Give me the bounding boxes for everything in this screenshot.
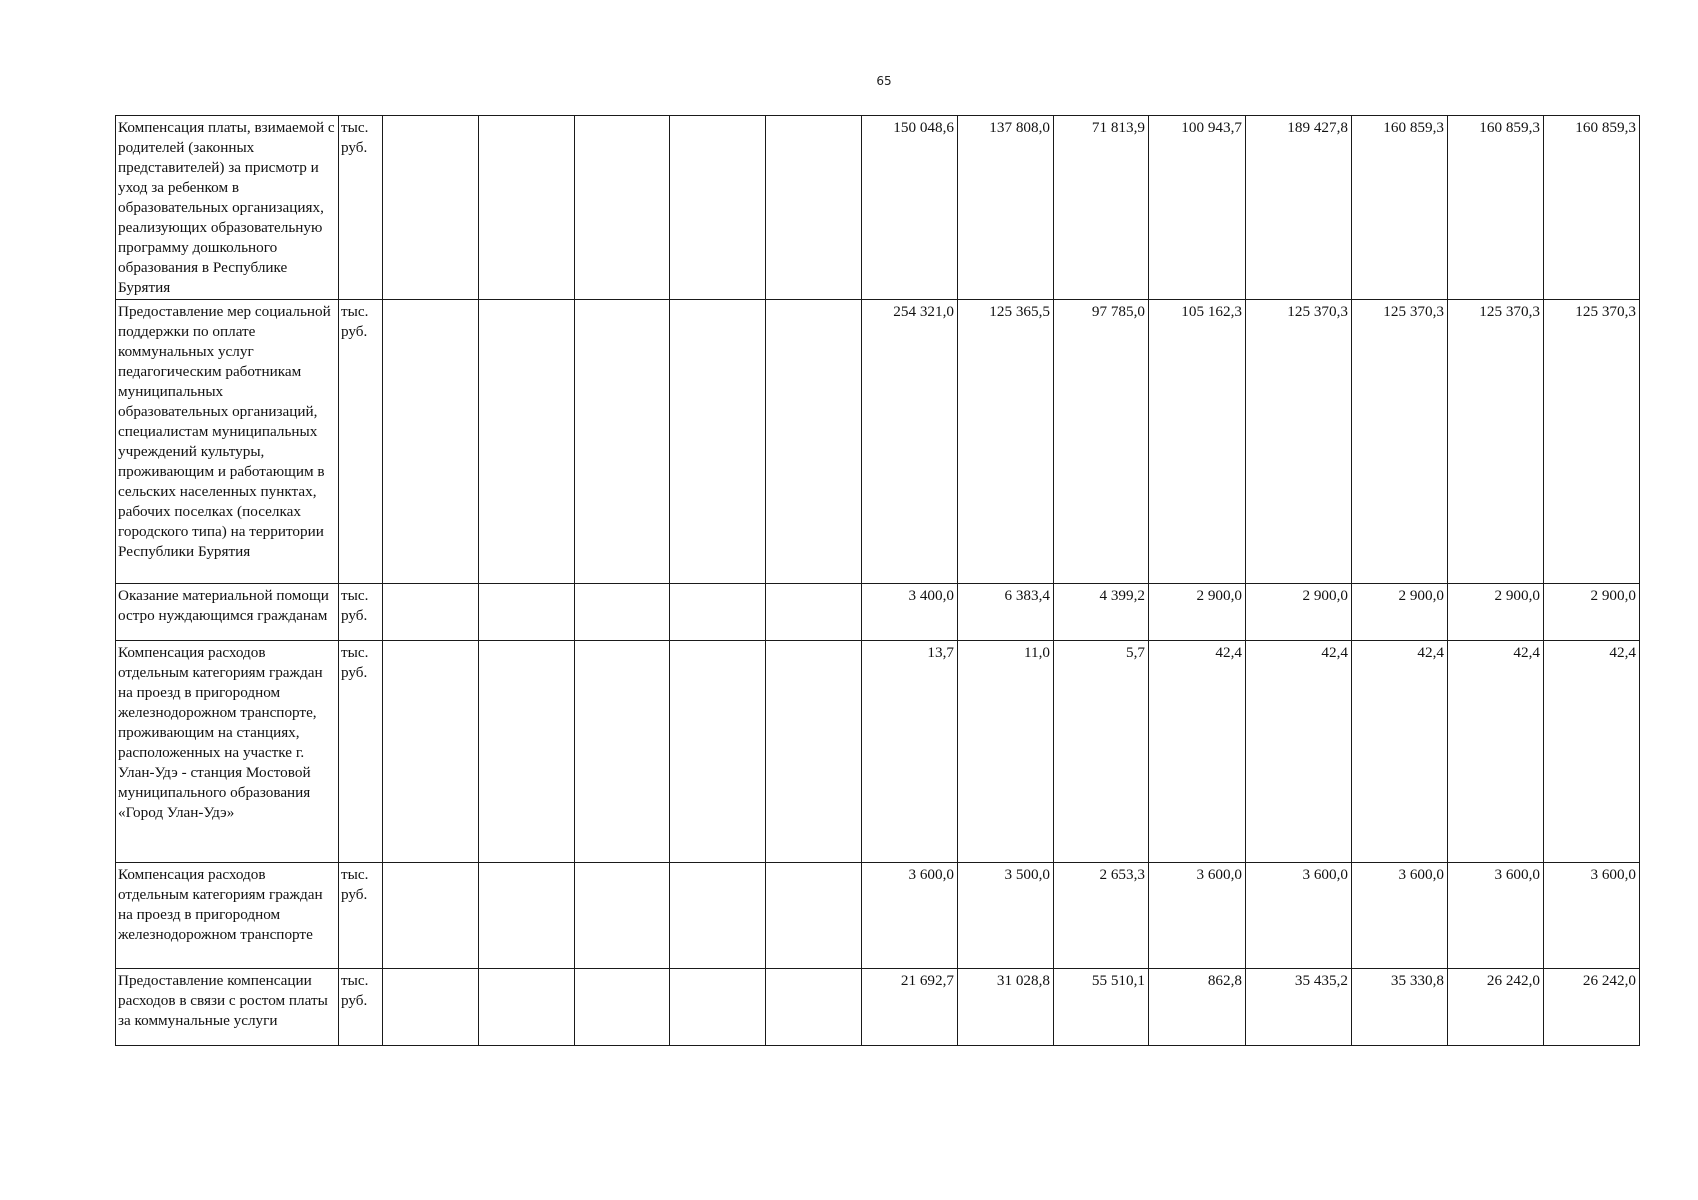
value-cell: 6 383,4	[958, 584, 1054, 641]
value-cell: 35 435,2	[1246, 969, 1352, 1046]
value-cell: 4 399,2	[1054, 584, 1149, 641]
value-cell: 137 808,0	[958, 116, 1054, 300]
empty-cell	[766, 584, 862, 641]
empty-cell	[479, 584, 575, 641]
row-unit: тыс. руб.	[339, 641, 383, 863]
value-cell: 160 859,3	[1544, 116, 1640, 300]
value-cell: 11,0	[958, 641, 1054, 863]
value-cell: 100 943,7	[1149, 116, 1246, 300]
value-cell: 189 427,8	[1246, 116, 1352, 300]
row-unit: тыс. руб.	[339, 969, 383, 1046]
value-cell: 42,4	[1246, 641, 1352, 863]
value-cell: 2 900,0	[1246, 584, 1352, 641]
empty-cell	[479, 969, 575, 1046]
empty-cell	[670, 116, 766, 300]
value-cell: 26 242,0	[1448, 969, 1544, 1046]
value-cell: 3 600,0	[1246, 863, 1352, 969]
value-cell: 2 900,0	[1544, 584, 1640, 641]
empty-cell	[670, 969, 766, 1046]
value-cell: 26 242,0	[1544, 969, 1640, 1046]
empty-cell	[575, 584, 670, 641]
value-cell: 3 600,0	[1352, 863, 1448, 969]
value-cell: 42,4	[1448, 641, 1544, 863]
empty-cell	[383, 969, 479, 1046]
empty-cell	[575, 863, 670, 969]
table-body	[116, 116, 1640, 1046]
value-cell: 3 600,0	[1448, 863, 1544, 969]
empty-cell	[575, 300, 670, 584]
row-name: Предоставление компенсации расходов в связи с ростом платы за коммунальные услуги	[116, 969, 339, 1046]
value-cell: 3 600,0	[1149, 863, 1246, 969]
value-cell: 71 813,9	[1054, 116, 1149, 300]
row-name: Компенсация платы, взимаемой с родителей (законных представителей) за присмотр и уход за ребенком в образовательных организациях, реализующих образовательную программу дошкольного образования в Республике Бурятия	[116, 116, 339, 300]
value-cell: 125 370,3	[1448, 300, 1544, 584]
table-row	[116, 863, 1640, 969]
value-cell: 31 028,8	[958, 969, 1054, 1046]
empty-cell	[670, 641, 766, 863]
empty-cell	[766, 863, 862, 969]
row-unit: тыс. руб.	[339, 116, 383, 300]
row-unit: тыс. руб.	[339, 584, 383, 641]
value-cell: 42,4	[1544, 641, 1640, 863]
value-cell: 160 859,3	[1352, 116, 1448, 300]
empty-cell	[479, 300, 575, 584]
value-cell: 125 370,3	[1544, 300, 1640, 584]
row-name: Компенсация расходов отдельным категориям граждан на проезд в пригородном железнодорожном транспорте	[116, 863, 339, 969]
value-cell: 42,4	[1149, 641, 1246, 863]
table-row	[116, 584, 1640, 641]
value-cell: 125 370,3	[1246, 300, 1352, 584]
value-cell: 150 048,6	[862, 116, 958, 300]
value-cell: 3 400,0	[862, 584, 958, 641]
table-row	[116, 116, 1640, 300]
value-cell: 3 500,0	[958, 863, 1054, 969]
empty-cell	[575, 969, 670, 1046]
empty-cell	[383, 584, 479, 641]
value-cell: 3 600,0	[1544, 863, 1640, 969]
value-cell: 2 900,0	[1448, 584, 1544, 641]
value-cell: 3 600,0	[862, 863, 958, 969]
value-cell: 2 900,0	[1352, 584, 1448, 641]
empty-cell	[383, 116, 479, 300]
table-row	[116, 300, 1640, 584]
value-cell: 42,4	[1352, 641, 1448, 863]
empty-cell	[479, 641, 575, 863]
empty-cell	[670, 863, 766, 969]
value-cell: 2 900,0	[1149, 584, 1246, 641]
value-cell: 35 330,8	[1352, 969, 1448, 1046]
value-cell: 5,7	[1054, 641, 1149, 863]
empty-cell	[766, 641, 862, 863]
row-unit: тыс. руб.	[339, 300, 383, 584]
empty-cell	[479, 863, 575, 969]
value-cell: 13,7	[862, 641, 958, 863]
value-cell: 21 692,7	[862, 969, 958, 1046]
table-row	[116, 969, 1640, 1046]
value-cell: 97 785,0	[1054, 300, 1149, 584]
row-name: Компенсация расходов отдельным категориям граждан на проезд в пригородном железнодорожном транспорте, проживающим на станциях, расположенных на участке г. Улан-Удэ - станция Мостовой муниципального образования «Город Улан-Удэ»	[116, 641, 339, 863]
row-name: Оказание материальной помощи остро нуждающимся гражданам	[116, 584, 339, 641]
row-name: Предоставление мер социальной поддержки по оплате коммунальных услуг педагогическим работникам муниципальных образовательных организаций, специалистам муниципальных учреждений культуры, проживающим и работающим в сельских населенных пунктах, рабочих поселках (поселках городского типа) на территории Республики Бурятия	[116, 300, 339, 584]
value-cell: 125 365,5	[958, 300, 1054, 584]
value-cell: 862,8	[1149, 969, 1246, 1046]
value-cell: 2 653,3	[1054, 863, 1149, 969]
empty-cell	[670, 584, 766, 641]
empty-cell	[766, 300, 862, 584]
value-cell: 254 321,0	[862, 300, 958, 584]
value-cell: 160 859,3	[1448, 116, 1544, 300]
table-row	[116, 641, 1640, 863]
empty-cell	[575, 641, 670, 863]
value-cell: 105 162,3	[1149, 300, 1246, 584]
value-cell: 125 370,3	[1352, 300, 1448, 584]
empty-cell	[383, 641, 479, 863]
empty-cell	[383, 863, 479, 969]
empty-cell	[766, 969, 862, 1046]
row-unit: тыс. руб.	[339, 863, 383, 969]
empty-cell	[670, 300, 766, 584]
empty-cell	[383, 300, 479, 584]
value-cell: 55 510,1	[1054, 969, 1149, 1046]
budget-table	[115, 115, 1640, 1046]
empty-cell	[766, 116, 862, 300]
empty-cell	[575, 116, 670, 300]
empty-cell	[479, 116, 575, 300]
page-number: 65	[876, 74, 892, 88]
